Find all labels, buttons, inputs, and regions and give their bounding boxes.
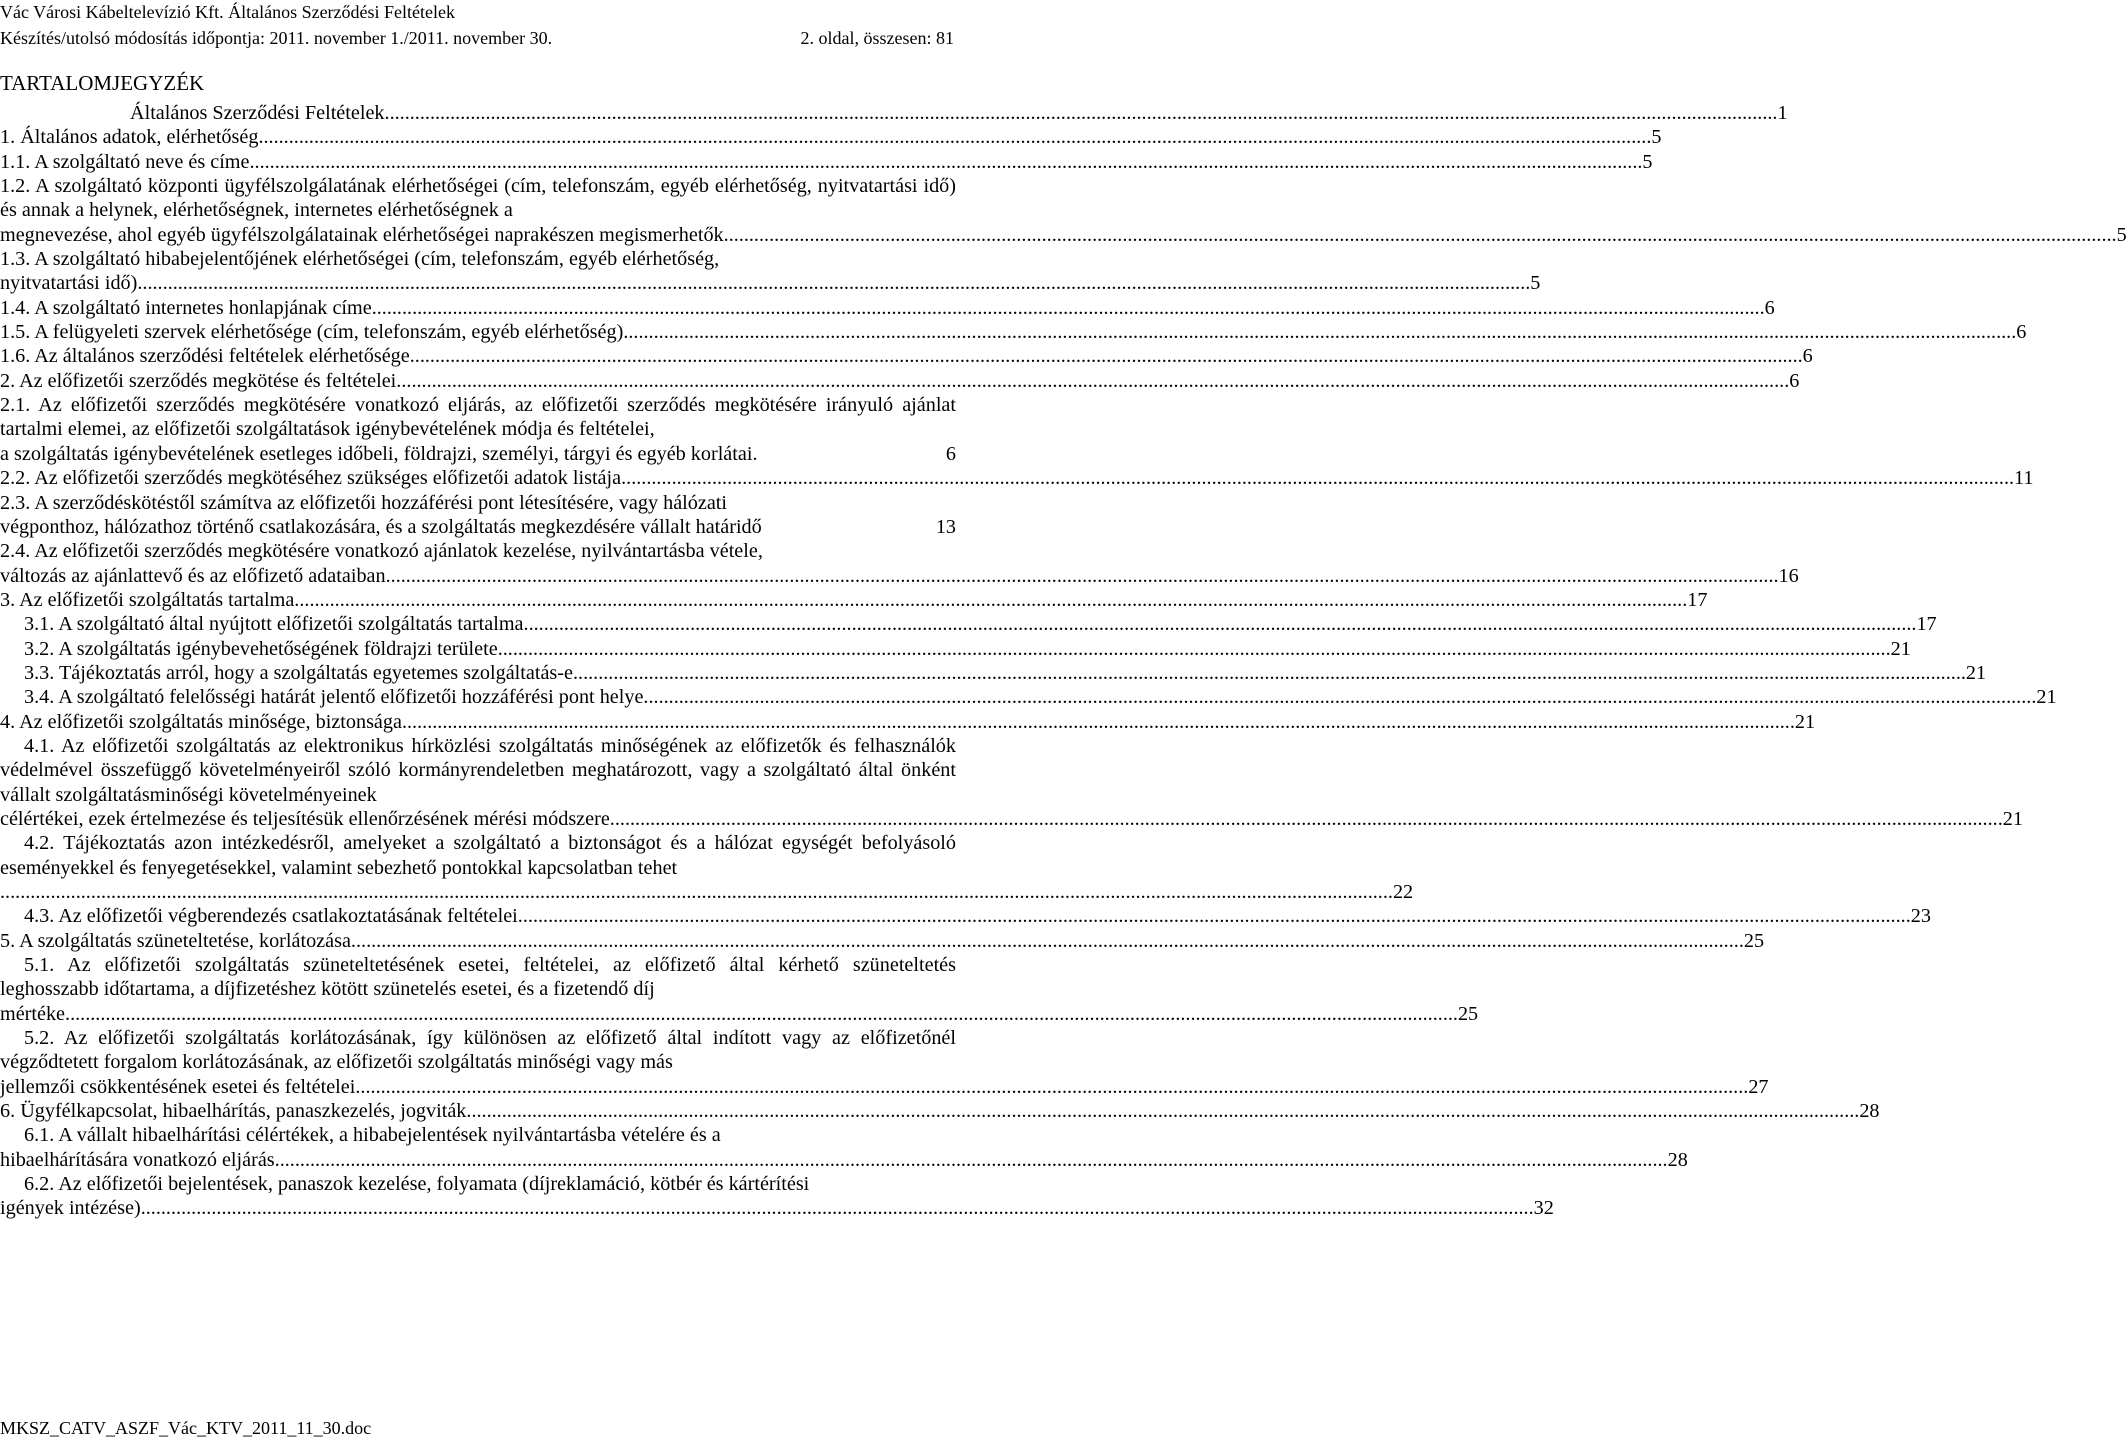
toc-leader-dots bbox=[386, 564, 1779, 588]
toc-page-number: 22 bbox=[1392, 881, 1414, 903]
toc-entry-label: mértéke bbox=[0, 1002, 66, 1025]
toc-leader-dots bbox=[137, 271, 1530, 295]
toc-entry[interactable] bbox=[0, 588, 1708, 612]
toc-entry-text: 2.1. Az előfizetői szerződés megkötésére vonatkozó eljárás, az előfizetői szerződés megkötésére irányuló ajánlat tartalmi elemei, az előfizetői szolgáltatások igénybevételének módja és feltételei, bbox=[0, 394, 956, 441]
toc-entry-label: 2. Az előfizetői szerződés megkötése és feltételei bbox=[0, 369, 397, 392]
toc-entry[interactable] bbox=[0, 320, 2027, 344]
toc-entry[interactable] bbox=[0, 101, 1788, 125]
toc-entry-label: 3.1. A szolgáltató által nyújtott előfizetői szolgáltatás tartalma bbox=[24, 613, 524, 636]
toc-page-number: 5 bbox=[1530, 272, 1541, 295]
toc-entry[interactable] bbox=[0, 734, 2023, 831]
toc-leader-dots bbox=[402, 710, 1795, 734]
toc-leader-dots bbox=[65, 1002, 1458, 1026]
toc-entry-label: 1.5. A felügyeleti szervek elérhetősége (cím, telefonszám, egyéb elérhetőség) bbox=[0, 321, 624, 344]
toc-page-number: 21 bbox=[1965, 661, 1987, 684]
toc-page-number: 6 bbox=[945, 442, 956, 465]
toc-entry-label: 3. Az előfizetői szolgáltatás tartalma bbox=[0, 588, 295, 611]
toc-entry-label: hibaelhárítására vonatkozó eljárás bbox=[0, 1148, 275, 1171]
toc-entry[interactable] bbox=[0, 125, 1662, 149]
toc-leader-dots bbox=[573, 661, 1966, 685]
toc-entry-text: 4.2. Tájékoztatás azon intézkedésről, amelyeket a szolgáltató a biztonságot és a hálózat egységét befolyásoló eseményekkel és fenyegetésekkel, valamint sebezhető pontokkal kapcsolatban tehet bbox=[0, 832, 956, 879]
toc-entry[interactable] bbox=[0, 904, 1931, 928]
toc-entry-label: végponthoz, hálózathoz történő csatlakozására, és a szolgáltatás megkezdésére vállalt határidő bbox=[0, 515, 762, 538]
toc-leader-dots bbox=[621, 466, 2014, 490]
toc-entry-label: 1.4. A szolgáltató internetes honlapjának címe bbox=[0, 296, 372, 319]
toc-page-number: 5 bbox=[2116, 223, 2127, 246]
toc-leader-dots bbox=[623, 320, 2016, 344]
toc-entry-text: 6.1. A vállalt hibaelhárítási célértékek, a hibabejelentések nyilvántartásba vételére és a bbox=[24, 1124, 721, 1147]
toc-page-number: 32 bbox=[1533, 1197, 1554, 1220]
toc-leader-dots bbox=[0, 880, 1393, 904]
toc-entry-text: 2.4. Az előfizetői szerződés megkötésére vonatkozó ajánlatok kezelése, nyilvántartásba vétele, bbox=[0, 540, 763, 563]
toc-entry-label: 5. A szolgáltatás szüneteltetése, korlátozása bbox=[0, 929, 351, 952]
toc-entry-label: 3.2. A szolgáltatás igénybevehetőségének földrajzi területe bbox=[24, 637, 498, 660]
toc-entry-label: 4. Az előfizetői szolgáltatás minősége, biztonsága bbox=[0, 710, 402, 733]
toc-entry-label: 1. Általános adatok, elérhetőség bbox=[0, 126, 259, 149]
toc-entry[interactable] bbox=[0, 710, 1816, 734]
toc-leader-dots bbox=[385, 101, 1778, 125]
toc-entry[interactable] bbox=[0, 612, 1937, 636]
toc-entry-text: 5.2. Az előfizetői szolgáltatás korlátozásának, így különösen az előfizető által indított vagy az előfizetőnél végződtetett forgalom korlátozásának, az előfizetői szolgáltatás minőségi vagy más bbox=[0, 1027, 956, 1074]
toc-leader-dots bbox=[396, 369, 1789, 393]
toc-page-number: 11 bbox=[2014, 467, 2034, 490]
toc-entry[interactable] bbox=[0, 344, 1813, 368]
toc-leader-dots bbox=[524, 612, 1917, 636]
toc-entry[interactable] bbox=[0, 1026, 1769, 1099]
toc-leader-dots bbox=[643, 685, 2036, 709]
toc-page-number: 5 bbox=[1642, 150, 1653, 173]
toc-entry[interactable] bbox=[0, 1099, 1880, 1123]
header-date: Készítés/utolsó módosítás időpontja: 2011. november 1./2011. november 30. bbox=[0, 28, 553, 48]
toc-entry[interactable] bbox=[0, 661, 1987, 685]
table-of-contents bbox=[0, 101, 2127, 1221]
toc-entry[interactable] bbox=[0, 1172, 1554, 1221]
toc-leader-dots bbox=[498, 637, 1891, 661]
toc-entry[interactable] bbox=[0, 539, 1799, 588]
toc-leader-dots bbox=[275, 1148, 1668, 1172]
toc-entry-label: igények intézése) bbox=[0, 1197, 141, 1220]
toc-entry-label: 3.3. Tájékoztatás arról, hogy a szolgáltatás egyetemes szolgáltatás-e bbox=[24, 661, 573, 684]
toc-leader-dots bbox=[294, 588, 1687, 612]
toc-title: TARTALOMJEGYZÉK bbox=[0, 71, 205, 95]
toc-entry-text: 6.2. Az előfizetői bejelentések, panaszok kezelése, folyamata (díjreklamáció, kötbér és kártérítési bbox=[24, 1173, 810, 1196]
toc-page-number: 27 bbox=[1748, 1075, 1769, 1098]
toc-entry[interactable] bbox=[0, 831, 1414, 904]
toc-entry-text: 1.2. A szolgáltató központi ügyfélszolgálatának elérhetőségei (cím, telefonszám, egyéb elérhetőség, nyitvatartási idő) és annak a helynek, elérhetőségnek, internetes elérhetőségnek a bbox=[0, 175, 956, 222]
toc-entry-label: megnevezése, ahol egyéb ügyfélszolgálatainak elérhetőségei naprakészen megismerhetők bbox=[0, 223, 724, 246]
toc-entry-label: jellemzői csökkentésének esetei és feltételei bbox=[0, 1075, 356, 1098]
toc-leader-dots bbox=[351, 929, 1744, 953]
toc-page-number: 17 bbox=[1687, 588, 1708, 611]
toc-entry-label: 1.1. A szolgáltató neve és címe bbox=[0, 150, 250, 173]
toc-entry[interactable] bbox=[0, 929, 1765, 953]
toc-leader-dots bbox=[372, 296, 1765, 320]
toc-entry-text: 2.3. A szerződéskötéstől számítva az előfizetői hozzáférési pont létesítésére, vagy hálózati bbox=[0, 491, 728, 514]
toc-page-number: 6 bbox=[1789, 369, 1800, 392]
toc-entry-label: nyitvatartási idő) bbox=[0, 272, 138, 295]
toc-entry[interactable] bbox=[0, 1123, 1688, 1172]
toc-entry-label: 2.2. Az előfizetői szerződés megkötéséhez szükséges előfizetői adatok listája bbox=[0, 467, 622, 490]
toc-page-number: 17 bbox=[1916, 613, 1937, 636]
page-footer: MKSZ_CATV_ASZF_Vác_KTV_2011_11_30.doc bbox=[0, 1418, 372, 1438]
toc-leader-dots bbox=[410, 344, 1803, 368]
toc-page-number: 21 bbox=[1890, 637, 1911, 660]
toc-leader-dots bbox=[466, 1099, 1859, 1123]
toc-entry-label: 3.4. A szolgáltató felelősségi határát jelentő előfizetői hozzáférési pont helye bbox=[24, 686, 644, 709]
toc-page-number: 25 bbox=[1457, 1002, 1479, 1025]
toc-entry-label: célértékei, ezek értelmezése és teljesítésük ellenőrzésének mérési módszere bbox=[0, 807, 610, 830]
toc-leader-dots bbox=[724, 223, 2117, 247]
toc-leader-dots bbox=[258, 125, 1651, 149]
toc-entry-label: 1.6. Az általános szerződési feltételek elérhetősége bbox=[0, 345, 410, 368]
toc-entry[interactable] bbox=[0, 174, 2127, 247]
toc-entry[interactable] bbox=[0, 491, 956, 540]
toc-entry[interactable] bbox=[0, 369, 1800, 393]
toc-leader-dots bbox=[141, 1196, 1534, 1220]
toc-page-number: 21 bbox=[2036, 686, 2057, 709]
toc-page-number: 6 bbox=[1764, 296, 1775, 319]
toc-entry-text: 4.1. Az előfizetői szolgáltatás az elektronikus hírközlési szolgáltatás minőségének az előfizetők és felhasználók védelmével összefüggő követelményeiről szóló kormányrendeletben meghatározott, vagy a szolgáltató által önként vállalt szolgáltatásminőségi követelményeinek bbox=[0, 734, 956, 806]
toc-entry-label: a szolgáltatás igénybevételének esetleges időbeli, földrajzi, személyi, tárgyi és egyéb korlátai. bbox=[0, 442, 758, 465]
toc-leader-dots bbox=[249, 150, 1642, 174]
toc-entry-label: 4.3. Az előfizetői végberendezés csatlakoztatásának feltételei bbox=[24, 905, 518, 928]
toc-leader-dots bbox=[355, 1075, 1748, 1099]
toc-entry[interactable] bbox=[0, 637, 1911, 661]
toc-page-number: 21 bbox=[2002, 807, 2023, 830]
toc-entry[interactable] bbox=[0, 466, 2034, 490]
toc-entry-label: változás az ajánlattevő és az előfizető adataiban bbox=[0, 564, 386, 587]
toc-page-number: 16 bbox=[1778, 564, 1799, 587]
header-page-info: 2. oldal, összesen: 81 bbox=[800, 28, 954, 48]
toc-page-number: 13 bbox=[935, 515, 956, 538]
toc-page-number: 25 bbox=[1743, 929, 1765, 952]
header-title: Vác Városi Kábeltelevízió Kft. Általános Szerződési Feltételek bbox=[0, 2, 456, 22]
toc-leader-dots bbox=[610, 807, 2003, 831]
toc-entry[interactable] bbox=[0, 247, 1541, 296]
toc-leader-dots bbox=[518, 904, 1911, 928]
toc-entry-label: Általános Szerződési Feltételek bbox=[130, 102, 385, 124]
toc-entry[interactable] bbox=[0, 953, 1479, 1026]
toc-page-number: 1 bbox=[1777, 102, 1788, 124]
toc-entry-label: 6. Ügyfélkapcsolat, hibaelhárítás, panaszkezelés, jogviták bbox=[0, 1100, 467, 1123]
toc-page-number: 21 bbox=[1794, 710, 1816, 733]
toc-page-number: 6 bbox=[1802, 345, 1813, 368]
toc-page-number: 28 bbox=[1667, 1148, 1688, 1171]
toc-entry[interactable] bbox=[0, 296, 1775, 320]
toc-entry[interactable] bbox=[0, 393, 956, 466]
toc-page-number: 5 bbox=[1651, 126, 1662, 149]
toc-entry[interactable] bbox=[0, 685, 2057, 709]
toc-page-number: 23 bbox=[1910, 905, 1931, 928]
toc-entry-text: 1.3. A szolgáltató hibabejelentőjének elérhetőségei (cím, telefonszám, egyéb elérhetőség, bbox=[0, 248, 720, 271]
toc-entry-text: 5.1. Az előfizetői szolgáltatás szüneteltetésének esetei, feltételei, az előfizető által kérhető szüneteltetés leghosszabb időtartama, a díjfizetéshez kötött szünetelés esetei, és a fizetendő díj bbox=[0, 954, 956, 1001]
toc-page-number: 6 bbox=[2016, 321, 2027, 344]
toc-entry[interactable] bbox=[0, 150, 1653, 174]
toc-page-number: 28 bbox=[1859, 1100, 1880, 1123]
